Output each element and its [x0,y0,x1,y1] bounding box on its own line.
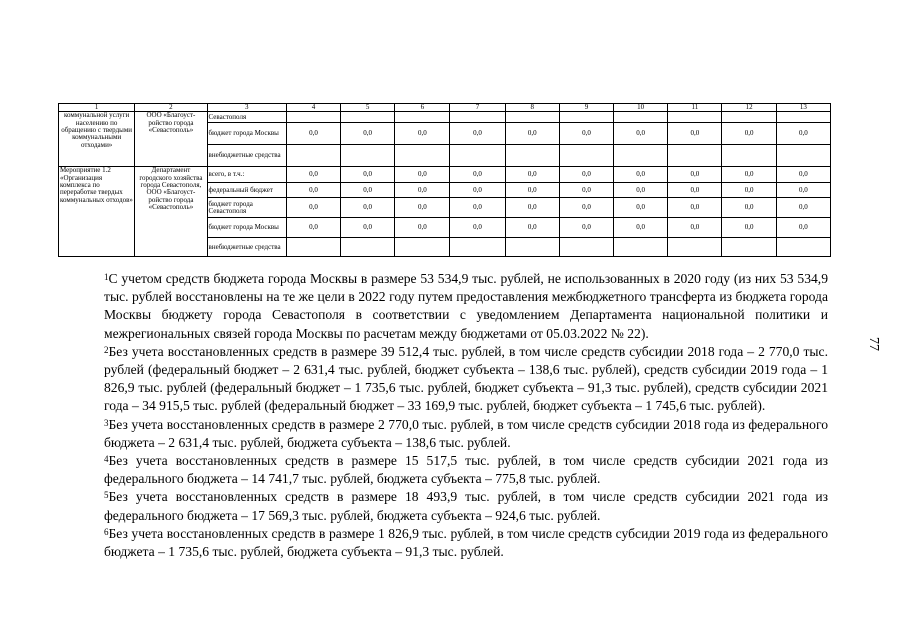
value-cell: 0,0 [341,218,395,238]
footnote [62,343,828,416]
value-cell [286,112,340,123]
col-header: 4 [286,104,340,112]
value-cell: 0,0 [559,167,613,183]
col-header: 13 [776,104,830,112]
value-cell [450,238,505,257]
footnote-text: Без учета восстановленных средств в размере 15 517,5 тыс. рублей, в том числе средств субсидии 2021 года из федерального бюджета – 14 741,7 тыс. рублей, бюджета субъекта – 775,8 тыс. рублей. [104,453,828,487]
value-cell [450,145,505,167]
col-header: 10 [614,104,668,112]
table-header-row [59,104,831,112]
value-cell [668,238,722,257]
value-cell [722,238,776,257]
value-cell [614,145,668,167]
value-cell: 0,0 [559,218,613,238]
value-cell [341,238,395,257]
value-cell: 0,0 [559,183,613,198]
value-cell: 0,0 [286,218,340,238]
value-cell: 0,0 [341,123,395,145]
footnote-text: Без учета восстановленных средств в размере 2 770,0 тыс. рублей, в том числе средств субсидии 2018 года из федерального бюджета – 2 631,4 тыс. рублей, бюджета субъекта – 138,6 тыс. рублей. [104,416,828,450]
value-cell: 0,0 [395,198,450,218]
value-cell [559,112,613,123]
footnote-text: С учетом средств бюджета города Москвы в размере 53 534,9 тыс. рублей, не использованных в 2020 году (из них 53 534,9 тыс. рублей восстановлены на те же цели в 2022 году путем предоставления межбюджетного трансферта из бюджета города Москвы бюджету города Севастополя в соответствии с уведомлением Департамента национальной политики и межрегиональных связей города Москвы по расчетам между бюджетами от 05.03.2022 № 22). [104,271,828,341]
footnote-text: Без учета восстановленных средств в размере 18 493,9 тыс. рублей, в том числе средств субсидии 2021 года из федерального бюджета – 17 569,3 тыс. рублей, бюджета субъекта – 924,6 тыс. рублей. [104,489,828,523]
value-cell [341,112,395,123]
value-cell [559,238,613,257]
col-header: 5 [341,104,395,112]
value-cell: 0,0 [505,167,559,183]
value-cell [722,112,776,123]
value-cell [505,238,559,257]
col-header: 2 [135,104,207,112]
value-cell [776,238,830,257]
footnote [62,525,828,561]
footnote-mark: 4 [104,454,109,465]
source-cell: федеральный бюджет [207,183,286,198]
source-cell: всего, в т.ч.: [207,167,286,183]
value-cell: 0,0 [450,183,505,198]
value-cell: 0,0 [776,167,830,183]
source-cell: внебюджетные средства [207,238,286,257]
value-cell: 0,0 [614,198,668,218]
footnote [62,416,828,452]
value-cell [722,145,776,167]
value-cell [450,112,505,123]
value-cell: 0,0 [559,198,613,218]
value-cell: 0,0 [286,183,340,198]
footnote [62,452,828,488]
value-cell: 0,0 [722,218,776,238]
col-header: 9 [559,104,613,112]
value-cell: 0,0 [450,198,505,218]
value-cell: 0,0 [722,183,776,198]
executor-cell: Департамент городского хозяйства города Севастополя, ООО «Благоуст-ройство города «Севастополь» [135,167,207,257]
table-row [59,167,831,183]
value-cell: 0,0 [722,123,776,145]
page-number: 77 [866,337,881,351]
source-cell: бюджет города Москвы [207,218,286,238]
table-row [59,112,831,123]
value-cell: 0,0 [286,123,340,145]
value-cell [395,112,450,123]
value-cell: 0,0 [614,218,668,238]
value-cell: 0,0 [286,167,340,183]
col-header: 11 [668,104,722,112]
footnote [62,488,828,524]
value-cell: 0,0 [722,198,776,218]
col-header: 8 [505,104,559,112]
value-cell [341,145,395,167]
value-cell [286,238,340,257]
value-cell: 0,0 [395,183,450,198]
value-cell: 0,0 [614,123,668,145]
value-cell: 0,0 [395,167,450,183]
value-cell [776,145,830,167]
value-cell [505,112,559,123]
value-cell: 0,0 [668,183,722,198]
value-cell [395,238,450,257]
value-cell [776,112,830,123]
value-cell: 0,0 [614,183,668,198]
value-cell [505,145,559,167]
footnote-mark: 6 [104,526,109,537]
col-header: 7 [450,104,505,112]
col-header: 1 [59,104,135,112]
value-cell: 0,0 [776,218,830,238]
value-cell: 0,0 [776,183,830,198]
value-cell [286,145,340,167]
value-cell: 0,0 [614,167,668,183]
value-cell: 0,0 [668,218,722,238]
col-header: 12 [722,104,776,112]
footnote-mark: 1 [104,272,109,282]
value-cell: 0,0 [395,123,450,145]
executor-cell: ООО «Благоуст-ройство города «Севастополь» [135,112,207,167]
value-cell [668,112,722,123]
value-cell: 0,0 [450,123,505,145]
value-cell: 0,0 [776,198,830,218]
value-cell: 0,0 [505,123,559,145]
budget-table [58,103,831,257]
value-cell [614,238,668,257]
source-cell: бюджет города Москвы [207,123,286,145]
source-cell: бюджет города Севастополя [207,198,286,218]
value-cell: 0,0 [505,218,559,238]
measure-cell: коммунальной услуги населению по обращению с твердыми коммунальными отходами» [59,112,135,167]
value-cell [559,145,613,167]
footnote-mark: 5 [104,490,109,501]
footnote-mark: 3 [104,417,109,428]
value-cell [614,112,668,123]
value-cell: 0,0 [450,218,505,238]
value-cell: 0,0 [341,198,395,218]
footnote-text: Без учета восстановленных средств в размере 39 512,4 тыс. рублей, в том числе средств субсидии 2018 года – 2 770,0 тыс. рублей (федеральный бюджет – 2 631,4 тыс. рублей, бюджет субъекта – 138,6 тыс. рублей), средств субсидии 2019 года – 1 826,9 тыс. рублей (федеральный бюджет – 1 735,6 тыс. рублей, бюджет субъекта – 91,3 тыс. рублей), средств субсидии 2021 года – 34 915,5 тыс. рублей (федеральный бюджет – 33 169,9 тыс. рублей, бюджет субъекта – 1 745,6 тыс. рублей). [104,343,828,414]
value-cell: 0,0 [341,167,395,183]
measure-cell: Мероприятие 1.2 «Организация комплекса по переработке твердых коммунальных отходов» [59,167,135,257]
value-cell [668,145,722,167]
value-cell: 0,0 [286,198,340,218]
footnote-mark: 2 [104,344,109,355]
source-cell: внебюджетные средства [207,145,286,167]
value-cell: 0,0 [395,218,450,238]
value-cell: 0,0 [559,123,613,145]
value-cell: 0,0 [450,167,505,183]
col-header: 3 [207,104,286,112]
value-cell: 0,0 [668,198,722,218]
value-cell: 0,0 [505,198,559,218]
footnote-text: Без учета восстановленных средств в размере 1 826,9 тыс. рублей, в том числе средств субсидии 2019 года из федерального бюджета – 1 735,6 тыс. рублей, бюджета субъекта – 91,3 тыс. рублей. [104,525,828,560]
source-cell: Севастополя [207,112,286,123]
footnotes [62,270,828,561]
footnote [62,270,828,343]
value-cell: 0,0 [776,123,830,145]
value-cell: 0,0 [722,167,776,183]
value-cell: 0,0 [668,123,722,145]
value-cell: 0,0 [505,183,559,198]
value-cell: 0,0 [668,167,722,183]
value-cell [395,145,450,167]
col-header: 6 [395,104,450,112]
value-cell: 0,0 [341,183,395,198]
